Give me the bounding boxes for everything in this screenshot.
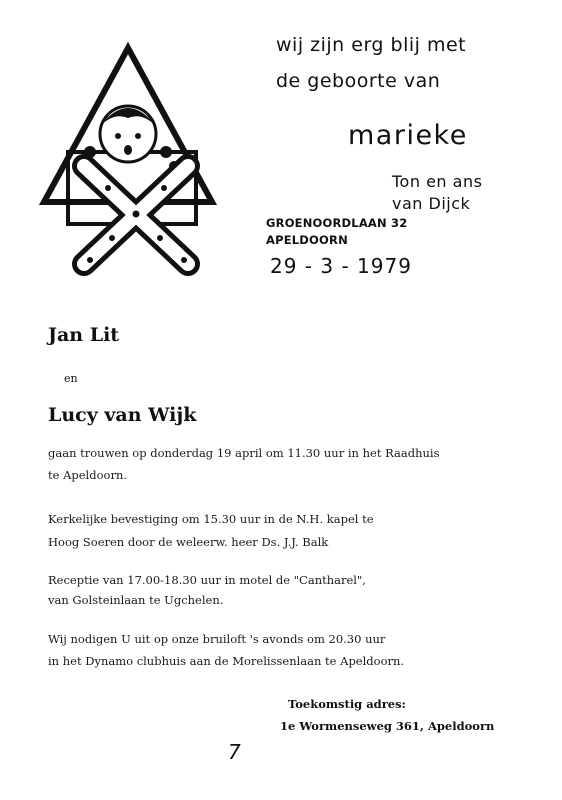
parents-line1: Ton en ans (392, 172, 483, 191)
future-address: 1e Wormenseweg 361, Apeldoorn (280, 719, 495, 733)
baby-house-logo (38, 42, 218, 282)
invitation-line: gaan trouwen op donderdag 19 april om 11.30 uur in het Raadhuis (48, 446, 440, 460)
street-address: GROENOORDLAAN 32 (266, 216, 408, 230)
future-address-label: Toekomstig adres: (288, 697, 406, 711)
invitation-line: te Apeldoorn. (48, 468, 128, 482)
invitation-line: Kerkelijke bevestiging om 15.30 uur in de N.H. kapel te (48, 512, 374, 526)
parents-line2: van Dijck (392, 194, 471, 213)
baby-name: marieke (348, 120, 468, 151)
groom-name: Jan Lit (48, 324, 120, 346)
announcement-line2: de geboorte van (276, 70, 441, 92)
bride-name: Lucy van Wijk (48, 404, 197, 426)
invitation-line: Hoog Soeren door de weleerw. heer Ds. J.J. Balk (48, 535, 329, 549)
invitation-line: van Golsteinlaan te Ugchelen. (48, 593, 224, 607)
city: APELDOORN (266, 233, 348, 247)
invitation-line: in het Dynamo clubhuis aan de Morelissenlaan te Apeldoorn. (48, 654, 405, 668)
invitation-line: Wij nodigen U uit op onze bruiloft 's avonds om 20.30 uur (48, 632, 386, 646)
page-number: 7 (228, 740, 241, 764)
and-word: en (64, 372, 78, 385)
announcement-line1: wij zijn erg blij met (276, 34, 467, 56)
birth-date: 29 - 3 - 1979 (270, 254, 412, 278)
invitation-line: Receptie van 17.00-18.30 uur in motel de "Cantharel", (48, 573, 366, 587)
